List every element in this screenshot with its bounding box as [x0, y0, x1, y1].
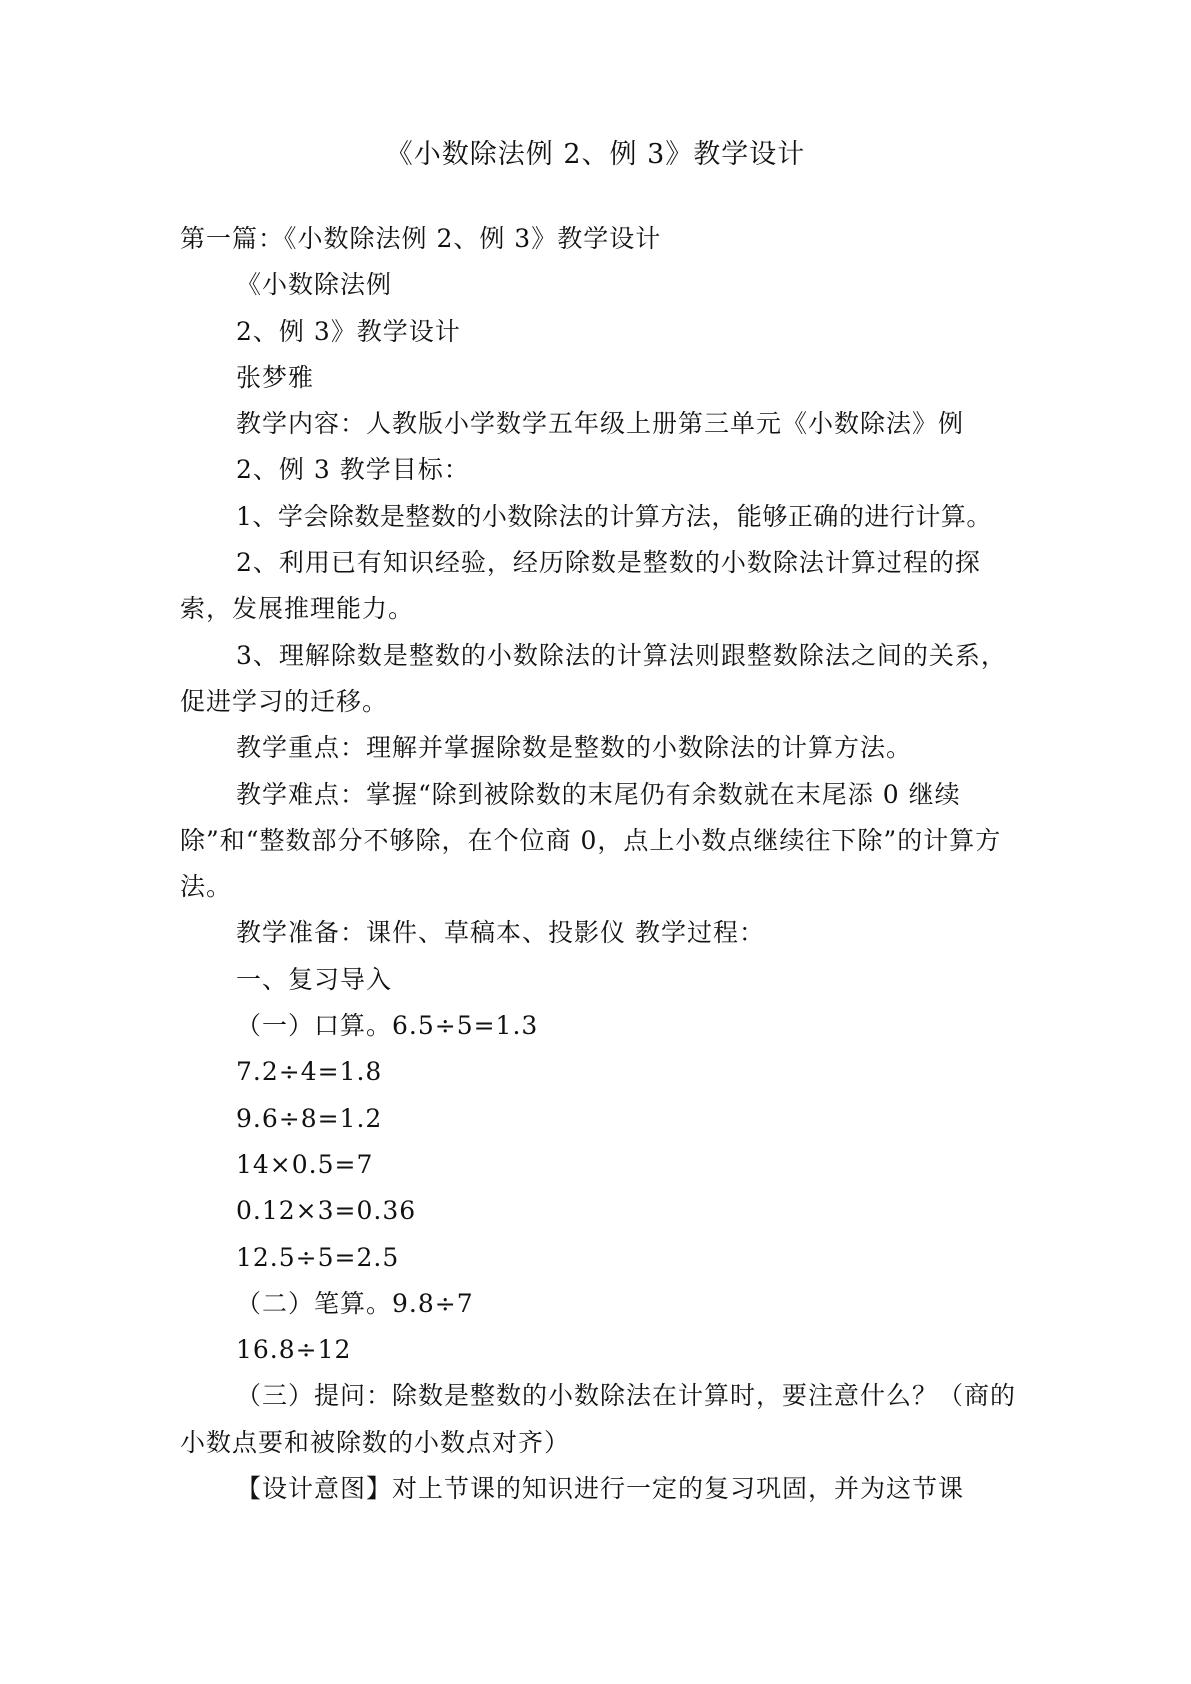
document-body [180, 216, 1016, 1512]
written-calc-line: （二）笔算。9.8÷7 [236, 1288, 474, 1318]
design-intent: 【设计意图】对上节课的知识进行一定的复习巩固，并为这节课 [236, 1474, 965, 1504]
question: （三）提问：除数是整数的小数除法在计算时，要注意什么？（商的小数点要和被除数的小数点对齐） [180, 1381, 1017, 1457]
calc-line: 12.5÷5=2.5 [236, 1242, 400, 1272]
objective-2: 2、利用已有知识经验，经历除数是整数的小数除法计算过程的探索，发展推理能力。 [180, 548, 981, 624]
preparation: 教学准备：课件、草稿本、投影仪 教学过程： [236, 918, 765, 948]
step-heading: 一、复习导入 [236, 964, 393, 994]
objective-1: 1、学会除数是整数的小数除法的计算方法，能够正确的进行计算。 [236, 501, 992, 531]
calc-line: 14×0.5=7 [236, 1149, 374, 1179]
document-title: 《小数除法例 2、例 3》教学设计 [385, 139, 806, 170]
objective-3: 3、理解除数是整数的小数除法的计算法则跟整数除法之间的关系，促进学习的迁移。 [180, 640, 1007, 716]
calc-line: 7.2÷4=1.8 [236, 1057, 383, 1087]
paragraph: 2、例 3》教学设计 [236, 316, 461, 346]
paragraph: 教学内容：人教版小学数学五年级上册第三单元《小数除法》例 [236, 409, 965, 439]
paragraph: 《小数除法例 [236, 270, 393, 300]
author-name: 张梦雅 [236, 362, 315, 392]
section-heading: 第一篇：《小数除法例 2、例 3》教学设计 [180, 224, 662, 253]
calc-line: 16.8÷12 [236, 1335, 352, 1365]
oral-calc-line: （一）口算。6.5÷5=1.3 [236, 1011, 539, 1041]
calc-line: 9.6÷8=1.2 [236, 1103, 383, 1133]
difficult-point: 教学难点：掌握“除到被除数的末尾仍有余数就在末尾添 0 继续除”和“整数部分不够除，在个位商 0，点上小数点继续往下除”的计算方法。 [180, 779, 1002, 902]
paragraph: 2、例 3 教学目标： [236, 455, 470, 485]
key-point: 教学重点：理解并掌握除数是整数的小数除法的计算方法。 [236, 733, 913, 763]
calc-line: 0.12×3=0.36 [236, 1196, 417, 1226]
